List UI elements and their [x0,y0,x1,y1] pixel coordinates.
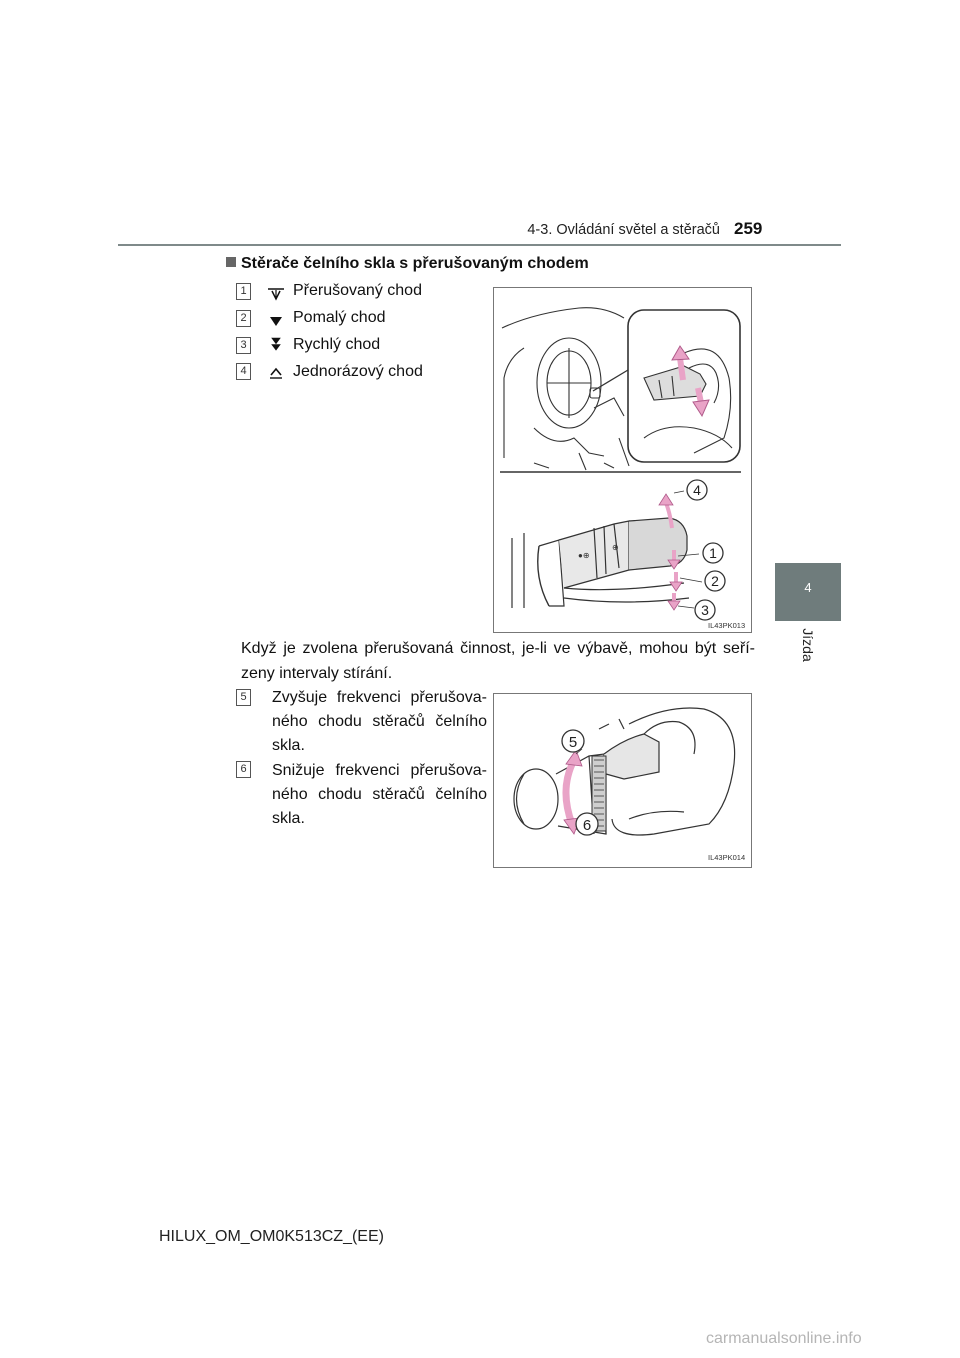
intermittent-wipe-icon [265,285,287,301]
mode-label-fast: Rychlý chod [293,336,381,353]
section-title-text: Stěrače čelního skla s přerušovaným chodem [241,255,589,272]
chapter-tab-label [780,615,836,675]
item-number-3: 3 [236,337,251,354]
manual-code-footer: HILUX_OM_OM0K513CZ_(EE) [159,1228,384,1245]
single-wipe-icon [265,365,287,381]
frequency-ring-illustration [494,694,751,867]
mode-label-intermittent: Přerušovaný chod [293,282,422,299]
watermark-link[interactable]: carmanualsonline.info [706,1330,862,1347]
mode-label-slow: Pomalý chod [293,309,386,326]
slow-wipe-icon [265,313,287,329]
figure2-callout: 6 [582,817,592,834]
header-section-title: 4-3. Ovládání světel a stěračů [527,222,720,238]
item-number-4: 4 [236,363,251,380]
item-number-2: 2 [236,310,251,327]
mode-label-single: Jednorázový chod [293,363,423,380]
increase-frequency-text: Zvyšuje frekvenci přerušova- ného chodu stěračů čelního skla. [272,689,487,754]
figure1-callout: 3 [701,602,709,618]
item-number-1: 1 [236,283,251,300]
svg-text:⊕: ⊕ [612,543,619,552]
header-divider [118,244,841,246]
figure1-callout: 1 [709,545,717,561]
fast-wipe-icon [265,337,287,353]
wiper-lever-figure [493,287,752,633]
wiper-lever-illustration [494,288,751,632]
item-number-6: 6 [236,761,251,778]
figure2-callout: 5 [568,734,578,751]
figure2-code: IL43PK014 [708,853,746,862]
intermittent-interval-paragraph: Když je zvolena přerušovaná činnost, je-li ve výbavě, mohou být seří- zeny intervaly stírání. [241,640,755,682]
chapter-tab[interactable]: 4 [775,563,841,621]
figure1-callout: 2 [711,573,719,589]
section-title [226,255,589,273]
section-bullet-icon [226,257,236,267]
decrease-frequency-text: Snižuje frekvenci přerušova- ného chodu stěračů čelního skla. [272,762,487,827]
svg-text:●⊕: ●⊕ [578,551,590,560]
chapter-name: Jízda [800,628,816,662]
frequency-ring-figure [493,693,752,868]
figure1-code: IL43PK013 [708,621,746,630]
item-number-5: 5 [236,689,251,706]
figure1-callout: 4 [693,482,701,498]
page-number: 259 [734,219,763,238]
